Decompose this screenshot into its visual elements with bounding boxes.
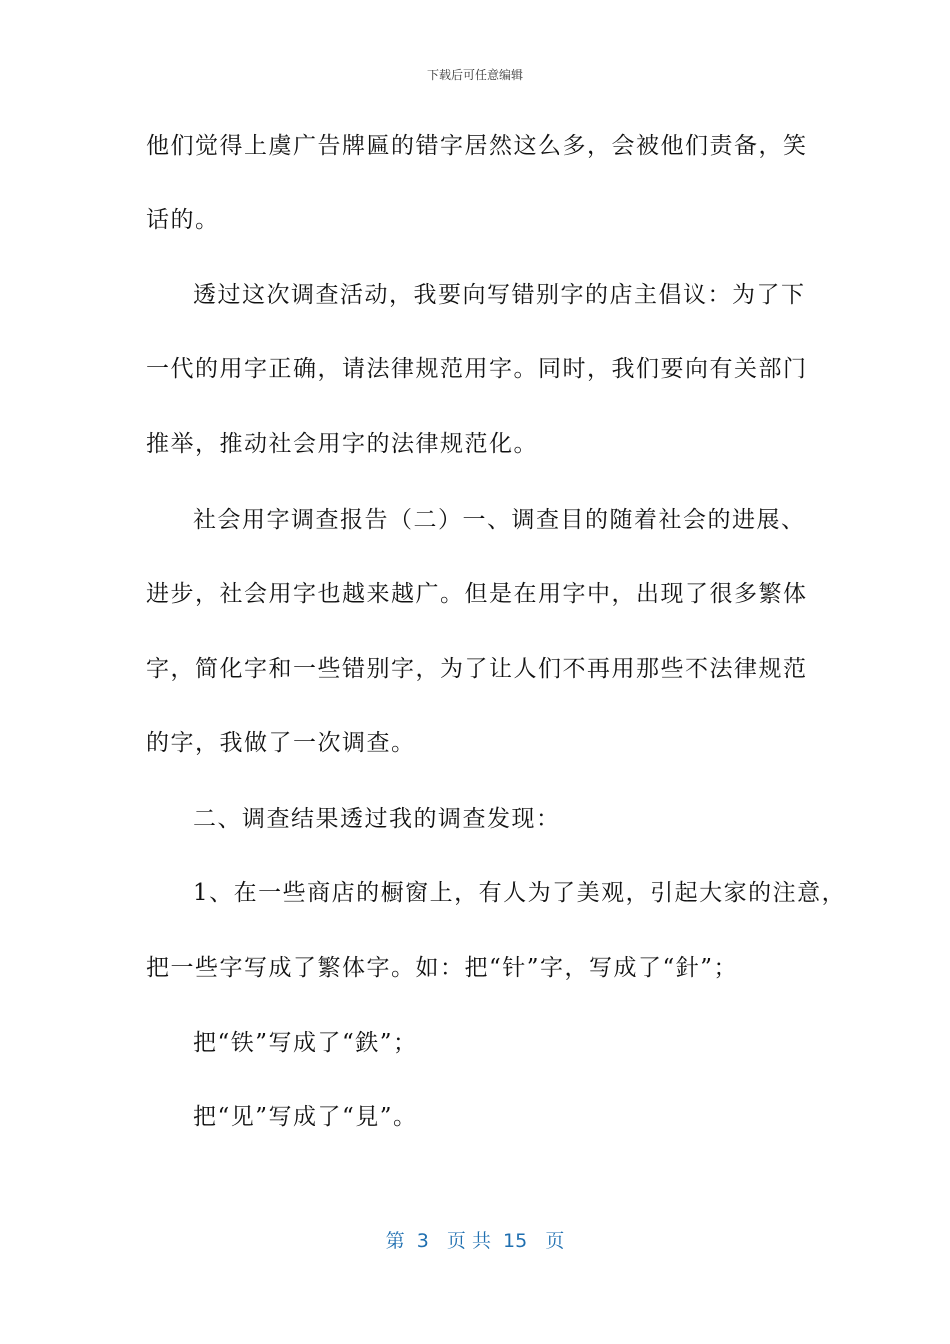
text-line-9: 的字，我做了一次调查。 (146, 730, 416, 756)
text-line-10: 二、调查结果透过我的调查发现： (193, 806, 561, 832)
text-line-6: 社会用字调查报告（二）一、调查目的随着社会的进展、 (193, 507, 806, 533)
text-line-11: 1、在一些商店的橱窗上，有人为了美观，引起大家的注意， (193, 880, 847, 906)
text-line-12: 把一些字写成了繁体字。如：把“针”字，写成了“針”； (146, 955, 739, 981)
text-line-4: 一代的用字正确，请法律规范用字。同时，我们要向有关部门 (146, 356, 808, 382)
text-line-2: 话的。 (146, 207, 220, 233)
text-line-14: 把“见”写成了“見”。 (193, 1104, 418, 1130)
text-line-13: 把“铁”写成了“鉄”； (193, 1030, 418, 1056)
text-line-7: 进步，社会用字也越来越广。但是在用字中，出现了很多繁体 (146, 581, 808, 607)
text-line-5: 推举，推动社会用字的法律规范化。 (146, 431, 538, 457)
page-number-footer: 第 3 页 共 15 页 (385, 1230, 565, 1252)
text-line-8: 字，简化字和一些错别字，为了让人们不再用那些不法律规范 (146, 656, 808, 682)
text-line-3: 透过这次调查活动，我要向写错别字的店主倡议：为了下 (193, 282, 806, 308)
text-line-1: 他们觉得上虞广告牌匾的错字居然这么多，会被他们责备，笑 (146, 133, 808, 159)
page-header: 下载后可任意编辑 (426, 68, 523, 82)
